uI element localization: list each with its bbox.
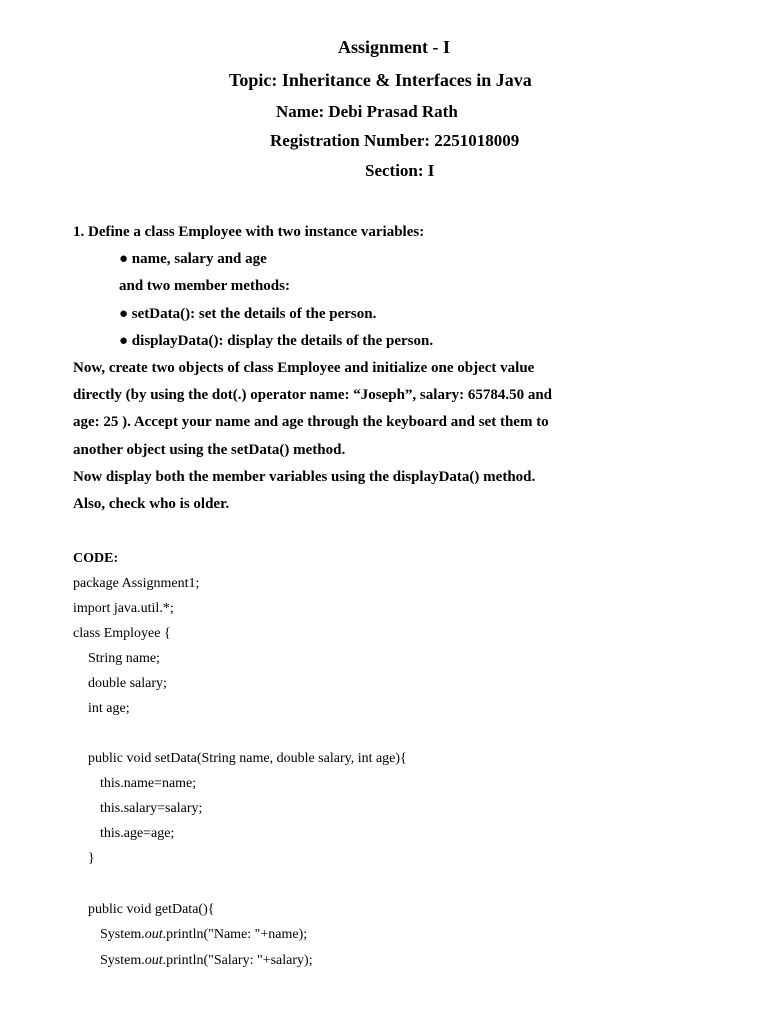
code-line: this.salary=salary; [100,801,203,816]
topic-heading: Topic: Inheritance & Interfaces in Java [229,70,532,90]
code-line: int age; [88,701,130,716]
section-label: Section: I [365,161,435,180]
code-line [100,954,313,968]
code-line: this.age=age; [100,826,175,841]
registration-number: Registration Number: 2251018009 [270,131,520,150]
code-line: public void setData(String name, double salary, int age){ [88,751,407,766]
code-line: package Assignment1; [73,576,200,591]
bullet-item: ● displayData(): display the details of the person. [119,333,434,349]
question-paragraph: another object using the setData() method. [73,442,346,458]
code-fragment-italic: out [144,927,163,942]
code-line: public void getData(){ [88,902,215,917]
question-paragraph: directly (by using the dot(.) operator name: “Joseph”, salary: 65784.50 and [73,387,553,403]
question-paragraph: Now display both the member variables using the displayData() method. [73,469,536,485]
code-line: double salary; [88,676,167,691]
methods-intro: and two member methods: [119,278,290,294]
code-line: class Employee { [73,626,171,641]
assignment-title: Assignment - I [338,37,451,57]
question-paragraph: Also, check who is older. [73,496,230,512]
code-line: import java.util.*; [73,601,174,616]
question-paragraph: Now, create two objects of class Employee and initialize one object value [73,360,535,376]
question-paragraph: age: 25 ). Accept your name and age through the keyboard and set them to [73,414,549,430]
code-line: this.name=name; [100,776,197,791]
student-name: Name: Debi Prasad Rath [276,102,458,121]
bullet-item: ● name, salary and age [119,251,267,267]
code-fragment: .println("Salary: "+salary); [162,953,313,968]
question-line: 1. Define a class Employee with two instance variables: [73,224,425,240]
code-line: String name; [88,651,160,666]
code-fragment: .println("Name: "+name); [162,927,308,942]
code-fragment: System. [100,927,145,942]
code-line [100,928,307,942]
code-label: CODE: [73,551,119,566]
code-fragment-italic: out [144,953,163,968]
bullet-item: ● setData(): set the details of the person. [119,306,377,322]
code-fragment: System. [100,953,145,968]
code-line: } [88,851,95,866]
